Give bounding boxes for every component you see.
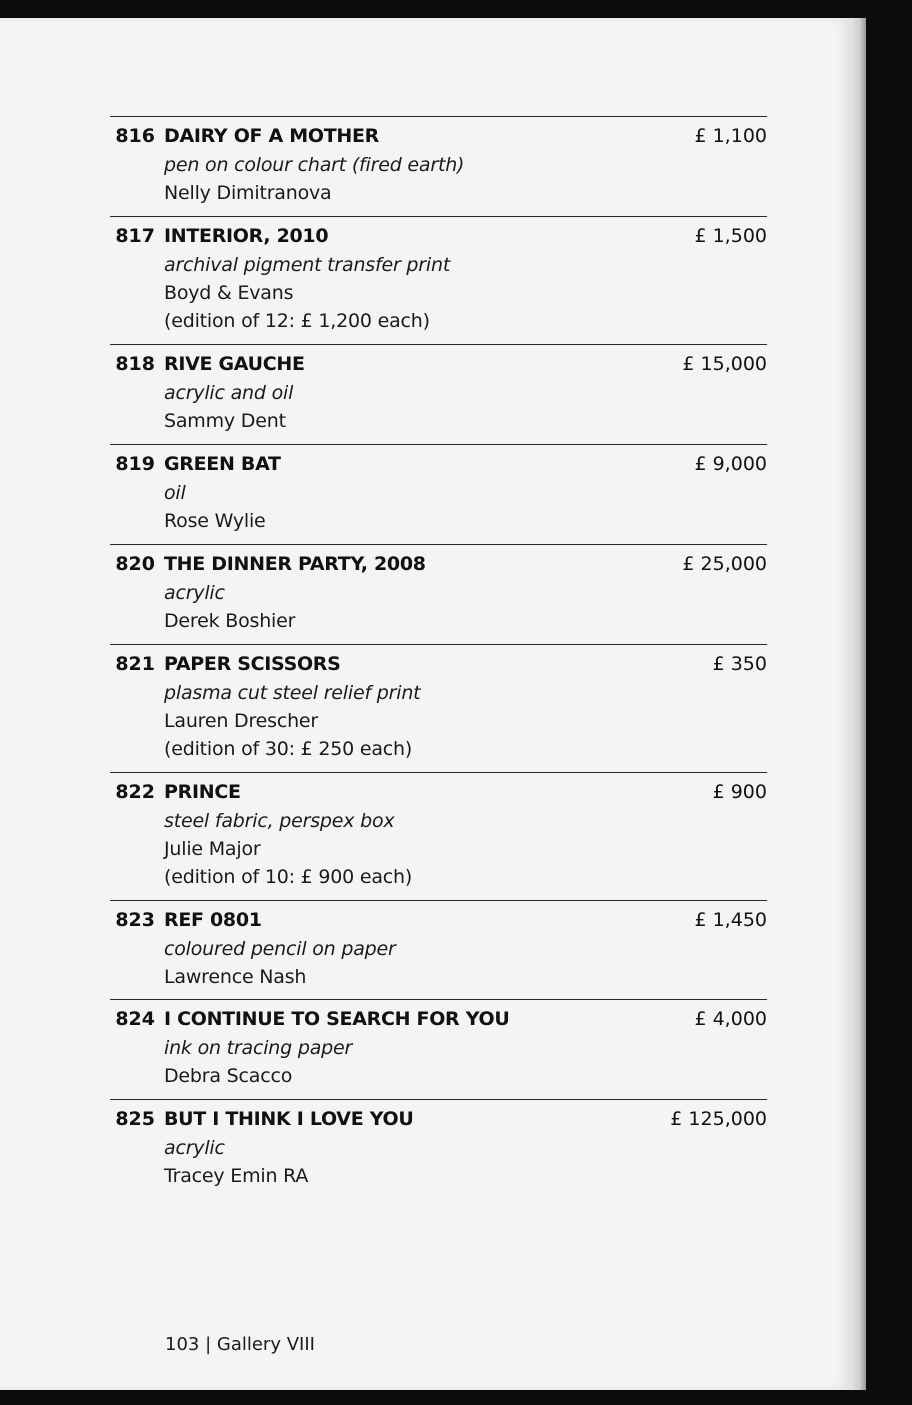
entry-number: 825 bbox=[115, 1108, 155, 1130]
entry-artist: Julie Major bbox=[164, 838, 261, 860]
entry-artist: Derek Boshier bbox=[164, 610, 296, 632]
entry-number: 817 bbox=[115, 225, 155, 247]
entry-artist: Nelly Dimitranova bbox=[164, 182, 332, 204]
catalogue-entry bbox=[110, 116, 767, 213]
entry-medium: steel fabric, perspex box bbox=[164, 810, 395, 832]
entry-number: 823 bbox=[115, 909, 155, 931]
page-footer: 103 | Gallery VIII bbox=[165, 1334, 315, 1355]
entry-title: RIVE GAUCHE bbox=[164, 353, 305, 375]
entry-medium: acrylic bbox=[164, 1137, 225, 1159]
entry-artist: Rose Wylie bbox=[164, 510, 266, 532]
entry-title: THE DINNER PARTY, 2008 bbox=[164, 553, 426, 575]
entry-price: £ 1,500 bbox=[694, 225, 767, 247]
entry-title: PAPER SCISSORS bbox=[164, 653, 341, 675]
entry-artist: Sammy Dent bbox=[164, 410, 286, 432]
entry-title: GREEN BAT bbox=[164, 453, 281, 475]
catalogue-entry bbox=[110, 999, 767, 1096]
entry-number: 820 bbox=[115, 553, 155, 575]
entry-price: £ 1,450 bbox=[694, 909, 767, 931]
entry-edition: (edition of 30: £ 250 each) bbox=[164, 738, 413, 760]
entry-artist: Boyd & Evans bbox=[164, 282, 294, 304]
entry-price: £ 4,000 bbox=[694, 1008, 767, 1030]
entry-title: REF 0801 bbox=[164, 909, 262, 931]
entry-price: £ 15,000 bbox=[682, 353, 767, 375]
entry-medium: acrylic bbox=[164, 582, 225, 604]
page-edge bbox=[850, 18, 866, 1390]
entry-artist: Lauren Drescher bbox=[164, 710, 319, 732]
entry-medium: acrylic and oil bbox=[164, 382, 294, 404]
entry-artist: Lawrence Nash bbox=[164, 966, 307, 988]
entry-number: 824 bbox=[115, 1008, 155, 1030]
entry-number: 821 bbox=[115, 653, 155, 675]
entry-title: DAIRY OF A MOTHER bbox=[164, 125, 380, 147]
entry-artist: Debra Scacco bbox=[164, 1065, 293, 1087]
entry-price: £ 1,100 bbox=[694, 125, 767, 147]
entry-medium: oil bbox=[164, 482, 186, 504]
entry-title: BUT I THINK I LOVE YOU bbox=[164, 1108, 414, 1130]
entry-price: £ 125,000 bbox=[670, 1108, 767, 1130]
catalogue-page bbox=[0, 18, 850, 1390]
entry-artist: Tracey Emin RA bbox=[164, 1165, 309, 1187]
catalogue-entry bbox=[110, 344, 767, 441]
catalogue-entry bbox=[110, 444, 767, 541]
entry-price: £ 25,000 bbox=[682, 553, 767, 575]
entry-medium: plasma cut steel relief print bbox=[164, 682, 421, 704]
entry-price: £ 900 bbox=[712, 781, 767, 803]
catalogue-entry bbox=[110, 772, 767, 899]
entry-number: 819 bbox=[115, 453, 155, 475]
entry-medium: archival pigment transfer print bbox=[164, 254, 451, 276]
catalogue-entry bbox=[110, 544, 767, 641]
catalogue-entry bbox=[110, 644, 767, 771]
entry-title: I CONTINUE TO SEARCH FOR YOU bbox=[164, 1008, 510, 1030]
entry-price: £ 350 bbox=[712, 653, 767, 675]
entry-number: 816 bbox=[115, 125, 155, 147]
entry-edition: (edition of 12: £ 1,200 each) bbox=[164, 310, 430, 332]
entry-list bbox=[0, 18, 850, 1318]
entry-medium: coloured pencil on paper bbox=[164, 938, 396, 960]
entry-medium: pen on colour chart (fired earth) bbox=[164, 154, 465, 176]
entry-number: 818 bbox=[115, 353, 155, 375]
entry-number: 822 bbox=[115, 781, 155, 803]
entry-medium: ink on tracing paper bbox=[164, 1037, 353, 1059]
entry-price: £ 9,000 bbox=[694, 453, 767, 475]
catalogue-entry bbox=[110, 1099, 767, 1196]
catalogue-entry bbox=[110, 216, 767, 343]
entry-title: INTERIOR, 2010 bbox=[164, 225, 329, 247]
entry-edition: (edition of 10: £ 900 each) bbox=[164, 866, 413, 888]
entry-title: PRINCE bbox=[164, 781, 241, 803]
catalogue-entry bbox=[110, 900, 767, 997]
